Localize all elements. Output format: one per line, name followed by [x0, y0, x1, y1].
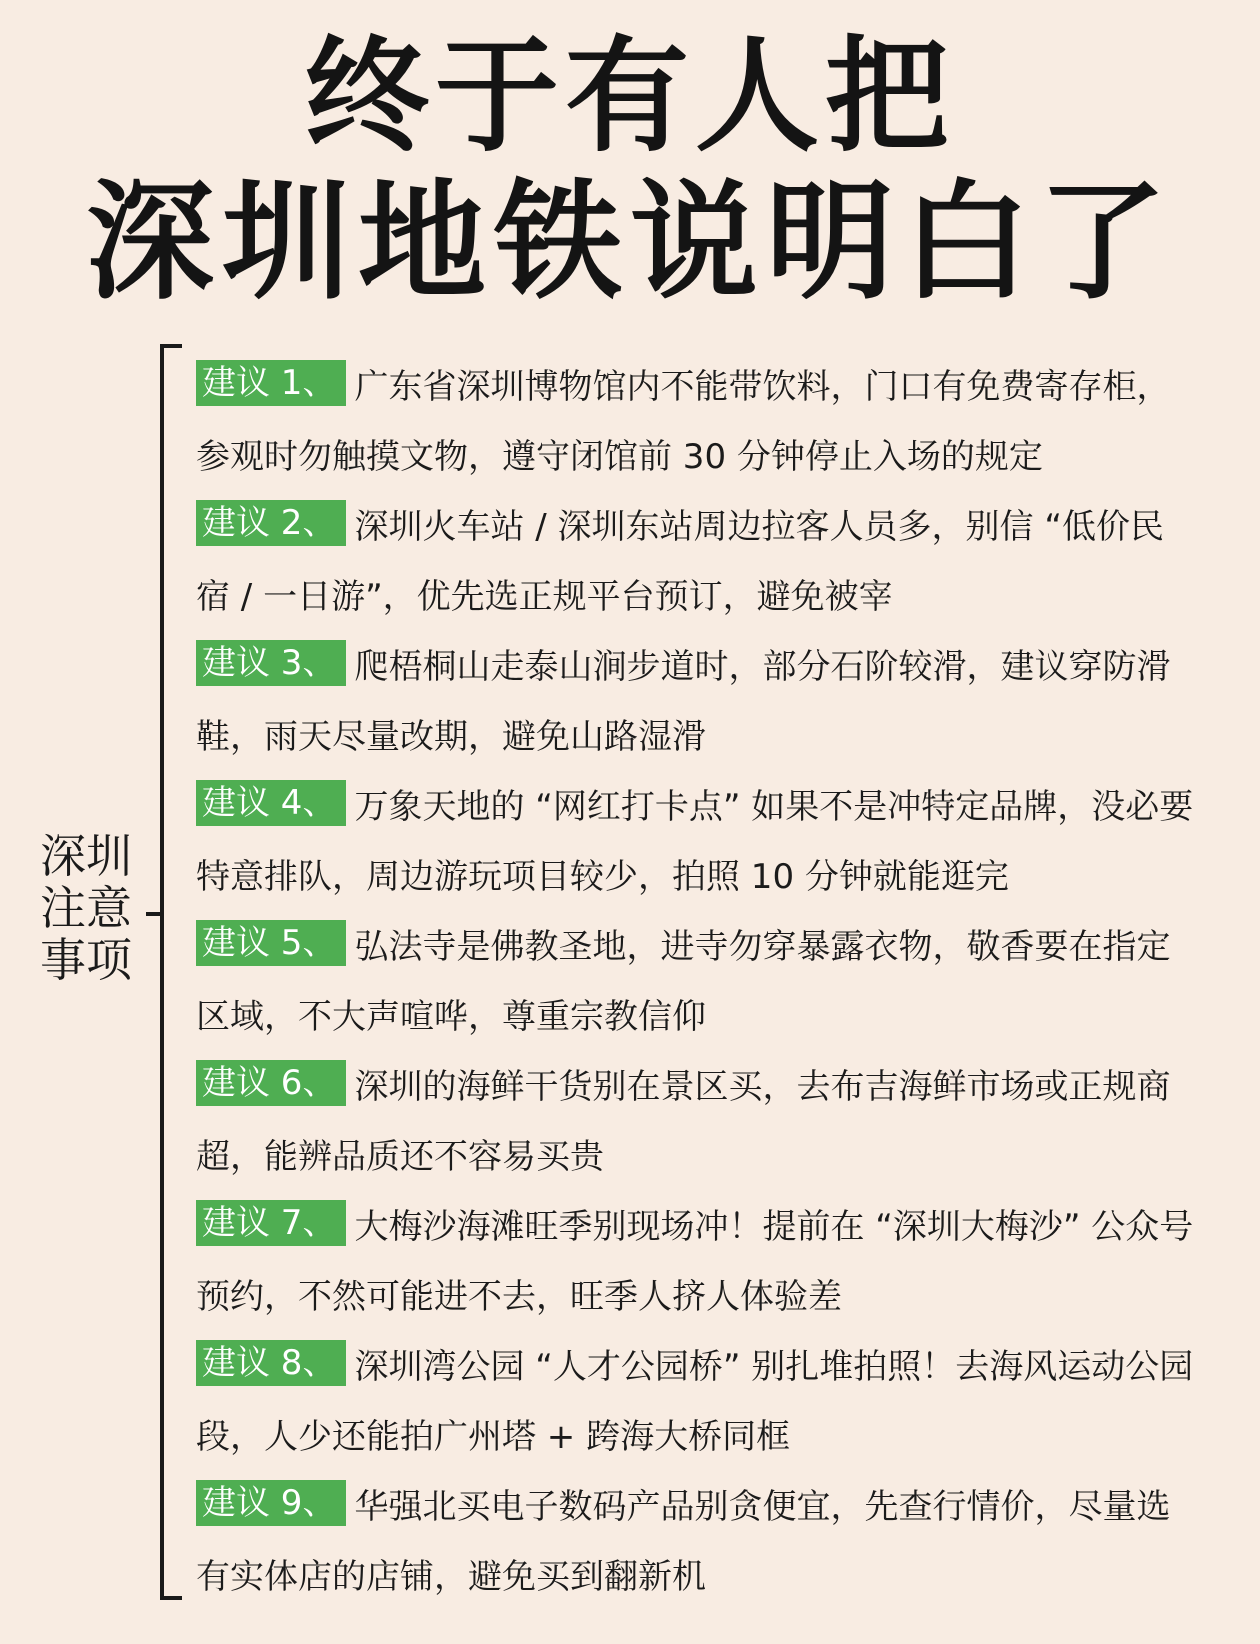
advice-text: 深圳湾公园 “人才公园桥” 别扎堆拍照！去海风运动公园段，人少还能拍广州塔 + 跨海大桥同框 [196, 1347, 1194, 1457]
advice-tag: 建议 3、 [196, 640, 346, 686]
advice-text: 弘法寺是佛教圣地，进寺勿穿暴露衣物，敬香要在指定区域，不大声喧哗，尊重宗教信仰 [196, 927, 1171, 1037]
advice-item-5 [196, 912, 1196, 1052]
side-label-line-1: 深圳 [40, 829, 132, 883]
advice-text: 爬梧桐山走泰山涧步道时，部分石阶较滑，建议穿防滑鞋，雨天尽量改期，避免山路湿滑 [196, 647, 1171, 757]
advice-tag: 建议 6、 [196, 1060, 346, 1106]
advice-tag: 建议 9、 [196, 1480, 346, 1526]
page-title-line-2: 深圳地铁说明白了 [85, 168, 1174, 317]
advice-tag: 建议 5、 [196, 920, 346, 966]
advice-item-6 [196, 1052, 1196, 1192]
advice-item-7 [196, 1192, 1196, 1332]
advice-text: 广东省深圳博物馆内不能带饮料，门口有免费寄存柜，参观时勿触摸文物，遵守闭馆前 30 分钟停止入场的规定 [196, 367, 1171, 477]
advice-list [196, 352, 1196, 1612]
advice-text: 深圳火车站 / 深圳东站周边拉客人员多，别信 “低价民宿 / 一日游”，优先选正规平台预订，避免被宰 [196, 507, 1164, 617]
advice-item-3 [196, 632, 1196, 772]
side-label-line-2: 注意 [40, 881, 132, 935]
advice-tag: 建议 1、 [196, 360, 346, 406]
advice-tag: 建议 4、 [196, 780, 346, 826]
advice-tag: 建议 7、 [196, 1200, 346, 1246]
advice-text: 万象天地的 “网红打卡点” 如果不是冲特定品牌，没必要特意排队，周边游玩项目较少，拍照 10 分钟就能逛完 [196, 787, 1194, 897]
advice-text: 大梅沙海滩旺季别现场冲！提前在 “深圳大梅沙” 公众号预约，不然可能进不去，旺季人挤人体验差 [196, 1207, 1194, 1317]
advice-item-4 [196, 772, 1196, 912]
bracket-tick [146, 912, 162, 916]
advice-item-2 [196, 492, 1196, 632]
bracket-line [160, 344, 182, 1600]
page-title-line-1: 终于有人把 [304, 25, 955, 169]
advice-tag: 建议 8、 [196, 1340, 346, 1386]
advice-item-1 [196, 352, 1196, 492]
advice-item-9 [196, 1472, 1196, 1612]
advice-text: 深圳的海鲜干货别在景区买，去布吉海鲜市场或正规商超，能辨品质还不容易买贵 [196, 1067, 1171, 1177]
side-label-line-3: 事项 [40, 933, 132, 987]
advice-text: 华强北买电子数码产品别贪便宜，先查行情价，尽量选有实体店的店铺，避免买到翻新机 [196, 1487, 1171, 1597]
advice-tag: 建议 2、 [196, 500, 346, 546]
side-label [34, 830, 138, 986]
advice-item-8 [196, 1332, 1196, 1472]
